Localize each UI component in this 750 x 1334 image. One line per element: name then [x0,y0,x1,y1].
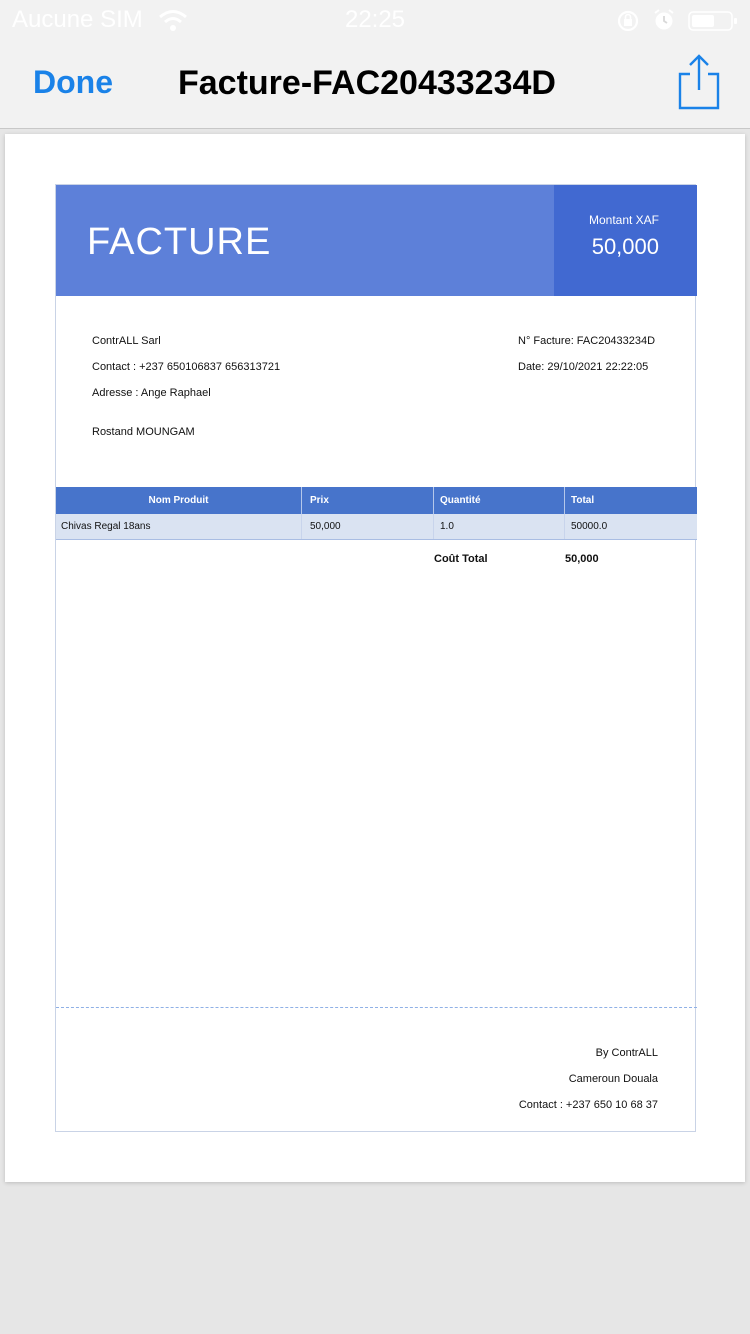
total-value: 50,000 [565,553,599,565]
column-header-quantity: Quantité [440,495,481,506]
cell-quantity: 1.0 [440,521,454,532]
pdf-page [5,134,745,1182]
status-bar [0,0,750,40]
table-row [56,514,697,540]
footer-divider [56,1007,697,1008]
document-title: Facture-FAC20433234D [178,64,556,102]
cell-total: 50000.0 [571,521,608,532]
amount-label: Montant XAF [588,213,659,227]
column-divider [301,487,302,514]
column-divider [301,514,302,539]
alarm-icon [652,8,676,32]
column-header-total: Total [571,495,595,506]
column-header-product: Nom Produit [148,495,209,506]
amount-value: 50,000 [591,234,659,259]
orientation-lock-icon [616,9,640,33]
footer-by: By ContrALL [595,1047,658,1059]
table-header [56,487,697,514]
clock: 22:25 [344,6,406,33]
company-contact: Contact : +237 650106837 656313721 [92,361,281,373]
cell-product: Chivas Regal 18ans [61,521,151,532]
share-button[interactable] [676,52,722,112]
product-table [56,487,697,540]
client-name: Rostand MOUNGAM [92,426,195,438]
done-button[interactable]: Done [33,64,113,100]
company-name: ContrALL Sarl [92,335,161,347]
invoice [55,184,696,1132]
column-divider [564,514,565,539]
column-divider [433,487,434,514]
share-icon [676,52,722,112]
cell-price: 50,000 [310,521,341,532]
invoice-header [56,185,697,296]
column-divider [564,487,565,514]
carrier-label: Aucune SIM [12,6,143,33]
column-divider [433,514,434,539]
total-label: Coût Total [434,553,488,565]
invoice-number: N° Facture: FAC20433234D [518,335,656,347]
amount-box [554,185,697,296]
company-address: Adresse : Ange Raphael [92,387,211,399]
column-header-price: Prix [310,495,329,506]
invoice-date: Date: 29/10/2021 22:22:05 [518,361,649,373]
battery-icon [688,10,738,32]
footer-contact: Contact : +237 650 10 68 37 [518,1099,658,1111]
invoice-title: FACTURE [87,221,272,263]
footer-location: Cameroun Douala [568,1073,658,1085]
